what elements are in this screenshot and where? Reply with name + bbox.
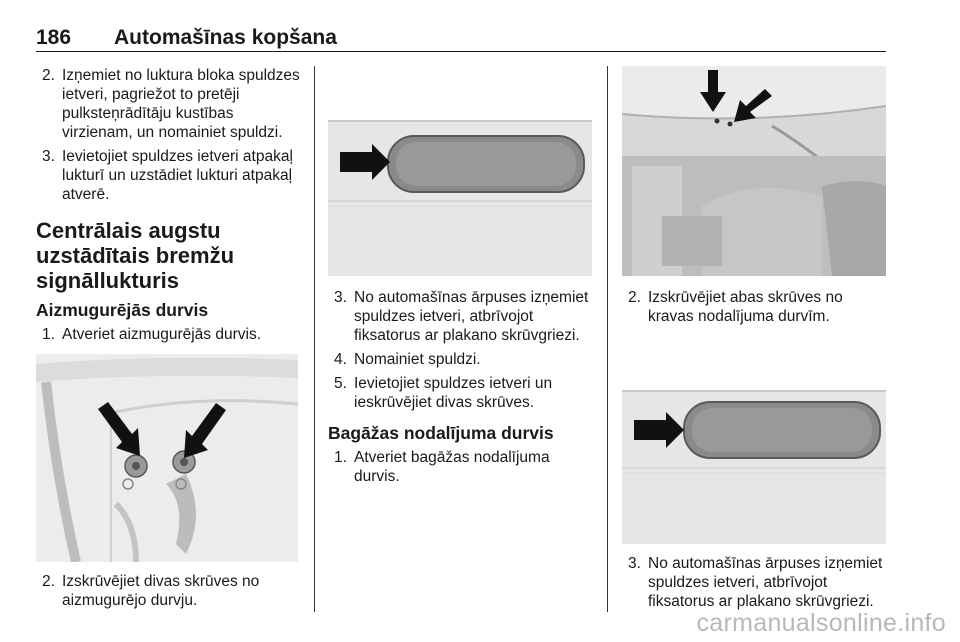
brake-lamp-illustration xyxy=(328,66,592,276)
column-left xyxy=(36,66,304,615)
subsection-title: Aizmugurējās durvis xyxy=(36,300,209,320)
list-item: 5. Ievietojiet spuldzes ietveri un ieskrūvējiet divas skrūves. xyxy=(334,375,553,411)
page-header xyxy=(36,26,886,52)
figure-brake-lamp-rear-door xyxy=(328,66,592,276)
tailgate-screws-illustration xyxy=(622,66,886,276)
page-title: Automašīnas kopšana xyxy=(114,26,337,49)
list-item: 3. No automašīnas ārpuses izņemiet spuldzes ietveri, atbrīvojot fiksatorus ar plakano skrūvgriezi. xyxy=(628,555,883,610)
column-divider xyxy=(314,66,315,612)
rear-door-screws-illustration xyxy=(36,354,298,562)
column-divider xyxy=(607,66,608,612)
list-item: 3. Ievietojiet spuldzes ietveri atpakaļ lukturī un uzstādiet lukturi atpakaļ atverē. xyxy=(42,148,293,203)
column-right xyxy=(622,66,888,616)
brake-lamp-illustration xyxy=(622,336,886,544)
list-item: 2. Izņemiet no luktura bloka spuldzes ietveri, pagriežot to pretēji pulksteņrādītāju kustības virzienam, un nomainiet spuldzi. xyxy=(42,67,300,141)
list-item: 4. Nomainiet spuldzi. xyxy=(334,351,481,368)
list-item: 1. Atveriet bagāžas nodalījuma durvis. xyxy=(334,449,550,485)
page-number: 186 xyxy=(36,26,72,49)
figure-tailgate-screws xyxy=(622,66,886,276)
watermark: carmanualsonline.info xyxy=(696,609,946,637)
screw-icon xyxy=(728,122,733,127)
list-item: 3. No automašīnas ārpuses izņemiet spuldzes ietveri, atbrīvojot fiksatorus ar plakano skrūvgriezi. xyxy=(334,289,589,344)
section-title: Centrālais augstu uzstādītais bremžu signāllukturis xyxy=(36,218,235,293)
figure-brake-lamp-tailgate xyxy=(622,336,886,544)
list-item: 2. Izskrūvējiet abas skrūves no kravas nodalījuma durvīm. xyxy=(628,289,843,325)
screw-icon xyxy=(715,119,720,124)
column-middle xyxy=(328,66,596,491)
subsection-title: Bagāžas nodalījuma durvis xyxy=(328,423,554,443)
list-item: 2. Izskrūvējiet divas skrūves no aizmugurējo durvju. xyxy=(42,573,260,609)
list-item: 1. Atveriet aizmugurējās durvis. xyxy=(42,326,261,343)
figure-rear-door-screws xyxy=(36,354,298,562)
